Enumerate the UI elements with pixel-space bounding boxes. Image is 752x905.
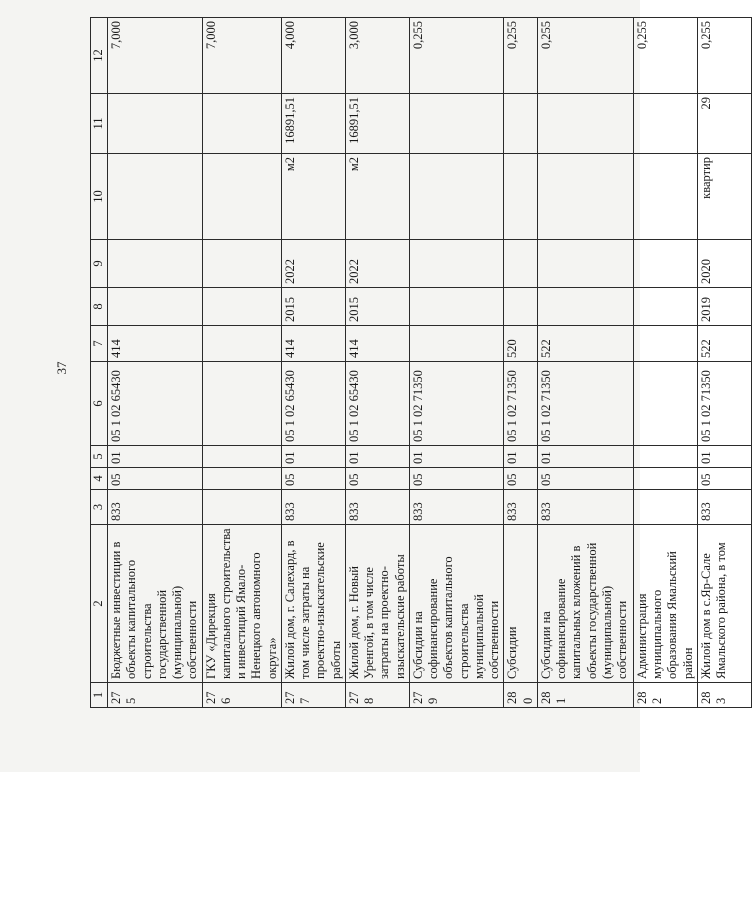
- cell-unit: м2: [281, 154, 345, 240]
- row-number: 280: [504, 683, 538, 708]
- cell-end-year: [108, 240, 203, 288]
- cell-kind: 520: [504, 326, 538, 362]
- cell-target: 05 1 02 71350: [409, 362, 504, 446]
- row-number: 281: [537, 683, 633, 708]
- cell-unit: [202, 154, 281, 240]
- table-row: [409, 18, 504, 708]
- header-cell: 12: [91, 18, 108, 94]
- cell-code: 833: [504, 490, 538, 525]
- cell-end-year: [504, 240, 538, 288]
- cell-target: 05 1 02 71350: [697, 362, 751, 446]
- cell-end-year: 2022: [345, 240, 409, 288]
- cell-amount: 0,255: [697, 18, 751, 94]
- cell-section: 05: [537, 468, 633, 490]
- cell-amount: 3,000: [345, 18, 409, 94]
- cell-section: 05: [108, 468, 203, 490]
- header-cell: 6: [91, 362, 108, 446]
- table-row: [697, 18, 751, 708]
- cell-code: 833: [409, 490, 504, 525]
- cell-kind: 414: [108, 326, 203, 362]
- table-row: [202, 18, 281, 708]
- table-row: [537, 18, 633, 708]
- cell-amount: 0,255: [409, 18, 504, 94]
- cell-capacity: [409, 94, 504, 154]
- cell-section: 05: [504, 468, 538, 490]
- cell-section: [202, 468, 281, 490]
- item-name: Жилой дом, г. Новый Уренгой, в том числе затраты на проектно-изыскательские работы: [345, 525, 409, 683]
- header-cell: 1: [91, 683, 108, 708]
- cell-unit: [504, 154, 538, 240]
- cell-end-year: [537, 240, 633, 288]
- cell-kind: [633, 326, 697, 362]
- rotated-table-wrapper: [90, 18, 728, 708]
- row-number: 283: [697, 683, 751, 708]
- cell-target: 05 1 02 71350: [537, 362, 633, 446]
- cell-amount: 0,255: [504, 18, 538, 94]
- cell-start-year: 2015: [345, 288, 409, 326]
- cell-unit: м2: [345, 154, 409, 240]
- cell-end-year: [202, 240, 281, 288]
- cell-capacity: [108, 94, 203, 154]
- budget-table: [90, 17, 752, 708]
- cell-end-year: 2022: [281, 240, 345, 288]
- row-number: 279: [409, 683, 504, 708]
- cell-section: 05: [697, 468, 751, 490]
- cell-code: 833: [537, 490, 633, 525]
- header-cell: 11: [91, 94, 108, 154]
- cell-kind: 522: [697, 326, 751, 362]
- cell-capacity: 29: [697, 94, 751, 154]
- header-cell: 4: [91, 468, 108, 490]
- header-cell: 9: [91, 240, 108, 288]
- table-row: [633, 18, 697, 708]
- cell-unit: [409, 154, 504, 240]
- item-name: Субсидии на софинансирование капитальных вложений в объекты государственной (муниципальной) собственности: [537, 525, 633, 683]
- cell-section: [633, 468, 697, 490]
- cell-kind: 522: [537, 326, 633, 362]
- row-number: 277: [281, 683, 345, 708]
- cell-amount: 0,255: [537, 18, 633, 94]
- cell-section: 05: [345, 468, 409, 490]
- row-number: 275: [108, 683, 203, 708]
- row-number: 276: [202, 683, 281, 708]
- cell-amount: 0,255: [633, 18, 697, 94]
- cell-kind: 414: [281, 326, 345, 362]
- cell-start-year: 2019: [697, 288, 751, 326]
- cell-end-year: [409, 240, 504, 288]
- cell-capacity: [202, 94, 281, 154]
- cell-kind: [202, 326, 281, 362]
- cell-target: 05 1 02 71350: [504, 362, 538, 446]
- cell-start-year: [537, 288, 633, 326]
- header-cell: 2: [91, 525, 108, 683]
- cell-unit: [537, 154, 633, 240]
- page-number: 37: [54, 361, 69, 375]
- cell-section: 05: [409, 468, 504, 490]
- cell-start-year: [504, 288, 538, 326]
- cell-subsection: 01: [281, 446, 345, 468]
- cell-capacity: 16891,51: [345, 94, 409, 154]
- row-number: 282: [633, 683, 697, 708]
- cell-code: 833: [697, 490, 751, 525]
- table-row: [108, 18, 203, 708]
- cell-section: 05: [281, 468, 345, 490]
- cell-end-year: [633, 240, 697, 288]
- table-header-row: [91, 18, 108, 708]
- cell-subsection: [633, 446, 697, 468]
- item-name: Жилой дом в с.Яр-Сале Ямальского района, в том: [697, 525, 751, 683]
- item-name: Бюджетные инвестиции в объекты капитального строительства государственной (муниципальной) собственности: [108, 525, 203, 683]
- cell-amount: 7,000: [108, 18, 203, 94]
- cell-subsection: 01: [537, 446, 633, 468]
- cell-start-year: [633, 288, 697, 326]
- cell-unit: квартир: [697, 154, 751, 240]
- cell-target: 05 1 02 65430: [108, 362, 203, 446]
- header-cell: 7: [91, 326, 108, 362]
- cell-capacity: [537, 94, 633, 154]
- cell-subsection: 01: [345, 446, 409, 468]
- cell-unit: [108, 154, 203, 240]
- cell-target: 05 1 02 65430: [281, 362, 345, 446]
- cell-code: [202, 490, 281, 525]
- table-row: [281, 18, 345, 708]
- cell-subsection: [202, 446, 281, 468]
- cell-capacity: [504, 94, 538, 154]
- cell-start-year: [202, 288, 281, 326]
- cell-subsection: 01: [504, 446, 538, 468]
- cell-code: 833: [108, 490, 203, 525]
- header-cell: 8: [91, 288, 108, 326]
- row-number: 278: [345, 683, 409, 708]
- cell-subsection: 01: [409, 446, 504, 468]
- cell-capacity: [633, 94, 697, 154]
- cell-end-year: 2020: [697, 240, 751, 288]
- header-cell: 10: [91, 154, 108, 240]
- cell-start-year: [409, 288, 504, 326]
- cell-amount: 4,000: [281, 18, 345, 94]
- header-cell: 3: [91, 490, 108, 525]
- cell-capacity: 16891,51: [281, 94, 345, 154]
- cell-start-year: 2015: [281, 288, 345, 326]
- item-name: ГКУ «Дирекция капитального строительства и инвестиций Ямало-Ненецкого автономного округа»: [202, 525, 281, 683]
- item-name: Администрация муниципального образования Ямальский район: [633, 525, 697, 683]
- cell-start-year: [108, 288, 203, 326]
- cell-subsection: 01: [108, 446, 203, 468]
- cell-code: [633, 490, 697, 525]
- cell-target: [202, 362, 281, 446]
- item-name: Субсидии на софинансирование объектов капитального строительства муниципальной собственности: [409, 525, 504, 683]
- cell-target: [633, 362, 697, 446]
- cell-code: 833: [281, 490, 345, 525]
- header-cell: 5: [91, 446, 108, 468]
- table-row: [504, 18, 538, 708]
- item-name: Жилой дом, г. Салехард, в том числе затраты на проектно-изыскательские работы: [281, 525, 345, 683]
- cell-subsection: 01: [697, 446, 751, 468]
- cell-code: 833: [345, 490, 409, 525]
- cell-target: 05 1 02 65430: [345, 362, 409, 446]
- cell-amount: 7,000: [202, 18, 281, 94]
- item-name: Субсидии: [504, 525, 538, 683]
- table-row: [345, 18, 409, 708]
- cell-kind: [409, 326, 504, 362]
- cell-unit: [633, 154, 697, 240]
- cell-kind: 414: [345, 326, 409, 362]
